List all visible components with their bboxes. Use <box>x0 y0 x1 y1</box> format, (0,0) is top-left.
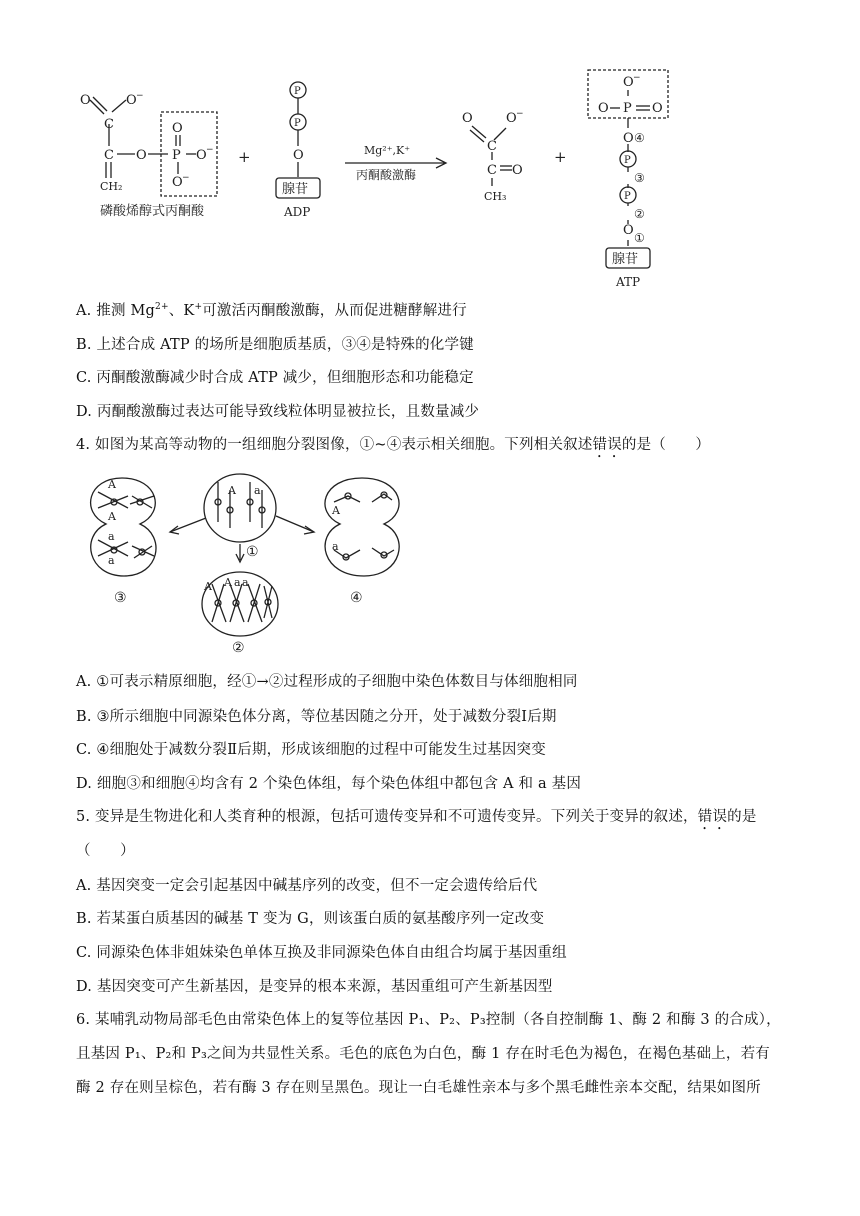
svg-text:−: − <box>206 145 214 155</box>
q6-line-2: 且基因 P₁、P₂和 P₃之间为共显性关系。毛色的底色为白色，酶 1 存在时毛色为褐色，在褐色基础上，若有 <box>76 1046 770 1062</box>
svg-text:A: A <box>228 484 236 497</box>
cell-label-2: ② <box>232 640 245 656</box>
svg-text:A: A <box>204 580 212 593</box>
svg-text:a: a <box>108 554 115 567</box>
plus-sign: + <box>238 148 251 166</box>
atp-adenosine-label: 腺苷 <box>612 252 639 267</box>
q4-option-c: C. ④细胞处于减数分裂Ⅱ后期，形成该细胞的过程中可能发生过基因突变 <box>76 742 546 758</box>
svg-text:O: O <box>462 111 473 126</box>
q3-option-a: A. 推测 $Mg^{2+}$、K+可激活丙酮酸激酶，从而促进糖酵解进行 <box>76 302 467 319</box>
svg-text:O: O <box>623 131 634 146</box>
svg-text:−: − <box>182 173 190 183</box>
cell-label-1: ① <box>246 544 259 560</box>
atp-label: ATP <box>616 275 641 289</box>
svg-text:O: O <box>623 223 634 238</box>
svg-text:P: P <box>624 191 631 202</box>
q6-line-1: 6. 某哺乳动物局部毛色由常染色体上的复等位基因 P₁、P₂、P₃控制（各自控制酶 1、酶 2 和酶 3 的合成）， <box>76 1012 781 1028</box>
svg-text:O: O <box>623 75 634 90</box>
q4-option-b: B. ③所示细胞中同源染色体分离，等位基因随之分开，处于减数分裂Ⅰ后期 <box>76 709 557 725</box>
svg-text:a: a <box>242 576 249 589</box>
svg-text:a: a <box>254 484 261 497</box>
svg-text:+: + <box>554 148 567 166</box>
svg-text:④: ④ <box>634 131 645 145</box>
svg-text:C: C <box>487 139 497 154</box>
svg-text:C: C <box>104 148 114 163</box>
q5-stem: 5. 变异是生物进化和人类育种的根源，包括可遗传变异和不可遗传变异。下列关于变异的叙述，错误的是 <box>76 809 757 825</box>
svg-text:O: O <box>512 163 523 178</box>
q4-option-d: D. 细胞③和细胞④均含有 2 个染色体组，每个染色体组中都包含 A 和 a 基因 <box>76 776 582 792</box>
pep-label: 磷酸烯醇式丙酮酸 <box>100 204 205 219</box>
svg-text:P: P <box>172 148 181 163</box>
ch2-label: CH₂ <box>100 180 123 193</box>
cell-label-4: ④ <box>350 590 363 606</box>
svg-text:O: O <box>126 93 137 108</box>
svg-text:③: ③ <box>634 171 645 185</box>
q5-option-a: A. 基因突变一定会引起基因中碱基序列的改变，但不一定会遗传给后代 <box>76 878 538 894</box>
svg-text:O: O <box>196 148 207 163</box>
svg-text:C: C <box>104 117 114 132</box>
svg-text:a: a <box>108 530 115 543</box>
enzyme-label: 丙酮酸激酶 <box>356 168 417 182</box>
q5-option-d: D. 基因突变可产生新基因，是变异的根本来源，基因重组可产生新基因型 <box>76 979 553 995</box>
svg-text:O: O <box>172 175 183 190</box>
q3-option-c: C. 丙酮酸激酶减少时合成 ATP 减少，但细胞形态和功能稳定 <box>76 370 474 386</box>
q5-option-b: B. 若某蛋白质基因的碱基 T 变为 G，则该蛋白质的氨基酸序列一定改变 <box>76 911 545 927</box>
adp-label: ADP <box>284 205 311 219</box>
q3-option-b: B. 上述合成 ATP 的场所是细胞质基质，③④是特殊的化学键 <box>76 337 474 353</box>
svg-text:A: A <box>108 478 116 491</box>
q5-option-c: C. 同源染色体非姐妹染色单体互换及非同源染色体自由组合均属于基因重组 <box>76 945 567 961</box>
q5-answer-paren: （ ） <box>76 843 135 859</box>
svg-text:P: P <box>294 118 301 129</box>
q4-stem: 4. 如图为某高等动物的一组细胞分裂图像，①~④表示相关细胞。下列相关叙述错误的是（ ） <box>76 437 711 453</box>
svg-text:P: P <box>294 86 301 97</box>
svg-text:−: − <box>136 91 144 101</box>
svg-text:−: − <box>516 109 524 119</box>
svg-text:A: A <box>108 510 116 523</box>
reaction-diagram <box>60 62 700 294</box>
q4-option-a: A. ①可表示精原细胞，经①→②过程形成的子细胞中染色体数目与体细胞相同 <box>76 674 578 690</box>
cell-division-figure <box>78 466 418 660</box>
svg-text:O: O <box>506 111 517 126</box>
svg-text:O: O <box>652 101 663 116</box>
svg-text:O: O <box>293 148 304 163</box>
svg-text:O: O <box>598 101 609 116</box>
ch3-label: CH₃ <box>484 190 507 203</box>
svg-text:O: O <box>136 148 147 163</box>
q3-option-d: D. 丙酮酸激酶过表达可能导致线粒体明显被拉长，且数量减少 <box>76 404 480 420</box>
svg-text:a: a <box>332 540 339 553</box>
svg-text:P: P <box>624 155 631 166</box>
svg-text:①: ① <box>634 231 645 245</box>
arrow-cofactor-label: Mg²⁺,K⁺ <box>364 144 411 157</box>
q6-line-3: 酶 2 存在则呈棕色，若有酶 3 存在则呈黑色。现让一白毛雄性亲本与多个黑毛雌性亲本交配，结果如图所 <box>76 1080 761 1096</box>
svg-text:a: a <box>234 576 241 589</box>
svg-text:A: A <box>332 504 340 517</box>
svg-text:O: O <box>80 93 91 108</box>
svg-text:②: ② <box>634 207 645 221</box>
cell-label-3: ③ <box>114 590 127 606</box>
svg-text:−: − <box>633 73 641 83</box>
svg-text:C: C <box>487 163 497 178</box>
svg-text:A: A <box>224 576 232 589</box>
svg-text:O: O <box>172 121 183 136</box>
svg-text:P: P <box>623 101 632 116</box>
adp-adenosine-label: 腺苷 <box>282 182 309 197</box>
